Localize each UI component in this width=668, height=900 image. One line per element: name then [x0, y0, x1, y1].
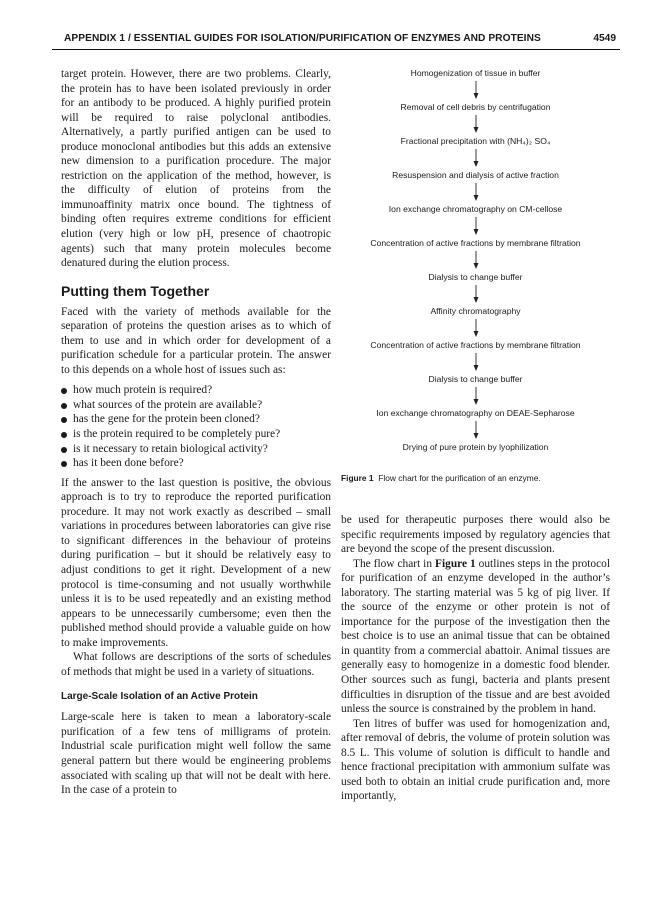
flow-step: Ion exchange chromatography on CM-cellose	[388, 204, 563, 214]
figure-reference[interactable]: Figure 1	[435, 557, 476, 570]
list-item: has it been done before?	[61, 456, 331, 471]
paragraph: be used for therapeutic purposes there would also be specific requirements imposed by regulatory agencies that are beyond the scope of the present discussion.	[341, 514, 610, 556]
right-column	[341, 513, 610, 804]
text-run: outlines steps in the protocol for purification of an enzyme developed in the author’s laboratory. The starting material was 5 kg of pig liver. If the source of the enzyme or other protein is not of importance for the purpose of the investigation then the best choice is to use an animal tissue that can be obtained in quantity from a commercial abattoir. Animal tissues are generally easy to homogenize in a domestic food blender. Other sources such as fungi, bacteria and plants present difficulties in disruption of the tissue and are best avoided unless the source is constrained by the problem in hand.	[341, 557, 611, 716]
subsection-heading: Large-Scale Isolation of an Active Protein	[61, 691, 258, 703]
section-heading: Putting them Together	[61, 282, 210, 299]
flow-step: Fractional precipitation with (NH₄)₂ SO₄	[400, 136, 551, 146]
down-arrow-icon	[473, 115, 479, 133]
flow-step: Resuspension and dialysis of active fraction	[392, 170, 559, 180]
down-arrow-icon	[473, 183, 479, 201]
flow-step: Homogenization of tissue in buffer	[410, 68, 541, 78]
header-title: APPENDIX 1 / ESSENTIAL GUIDES FOR ISOLATION/PURIFICATION OF ENZYMES AND PROTEINS	[64, 33, 541, 44]
down-arrow-icon	[473, 149, 479, 167]
flow-step: Drying of pure protein by lyophilization	[402, 442, 549, 452]
down-arrow-icon	[473, 81, 479, 99]
down-arrow-icon	[473, 387, 479, 405]
flow-step: Ion exchange chromatography on DEAE-Sepharose	[376, 408, 575, 418]
paragraph: Large-scale here is taken to mean a laboratory-scale purification of a few tens of milligrams of protein. Industrial scale purification might well follow the same general pattern but there would be engineering problems associated with scaling up that will not be dealt with here. In the case of a protein to	[61, 711, 331, 797]
text-run: The flow chart in	[353, 557, 435, 570]
down-arrow-icon	[473, 285, 479, 303]
flow-step: Concentration of active fractions by membrane filtration	[370, 340, 581, 350]
flow-step: Affinity chromatography	[430, 306, 521, 316]
down-arrow-icon	[473, 251, 479, 269]
list-item: how much protein is required?	[61, 383, 331, 398]
list-item: is it necessary to retain biological activity?	[61, 442, 331, 457]
down-arrow-icon	[473, 319, 479, 337]
list-item: has the gene for the protein been cloned?	[61, 412, 331, 427]
list-item: what sources of the protein are available?	[61, 398, 331, 413]
figure-label: Figure 1	[341, 473, 374, 483]
flow-step: Dialysis to change buffer	[428, 272, 523, 282]
down-arrow-icon	[473, 217, 479, 235]
bullet-list	[61, 383, 331, 470]
flow-step: Dialysis to change buffer	[428, 374, 523, 384]
page-number: 4549	[593, 33, 616, 44]
paragraph: target protein. However, there are two problems. Clearly, the protein has to have been isolated previously in order for an antibody to be produced. A highly purified protein will be required to raise polyclonal antibodies. Alternatively, a partly purified antigen can be used to produce monoclonal antibodies but this adds an extensive new dimension to a purification procedure. The major restriction on the application of the method, however, is the difficulty of elution of proteins from the immunoaffinity matrix once bound. The tightness of binding often requires extreme conditions for efficient elution (very high or low pH, presence of chaotropic agents) such that many protein molecules become denatured during the elution process.	[61, 68, 331, 270]
figure-caption	[341, 473, 541, 483]
caption-text: Flow chart for the purification of an enzyme.	[378, 473, 541, 483]
paragraph: What follows are descriptions of the sorts of schedules of methods that might be used in a variety of situations.	[61, 651, 331, 678]
paragraph	[341, 557, 610, 717]
flow-step: Removal of cell debris by centrifugation	[400, 102, 551, 112]
left-column	[61, 67, 331, 798]
down-arrow-icon	[473, 353, 479, 371]
down-arrow-icon	[473, 421, 479, 439]
paragraph: Faced with the variety of methods available for the separation of proteins the question arises as to which of them to use and in which order for development of a purification schedule for a particular protein. The answer to this depends on a whole host of issues such as:	[61, 305, 331, 376]
paragraph: Ten litres of buffer was used for homogenization and, after removal of debris, the volume of protein solution was 8.5 L. This volume of solution is difficult to handle and hence fractional precipitation with ammonium sulfate was used both to obtain an initial crude purification and, more importantly,	[341, 717, 610, 803]
running-header	[52, 33, 620, 50]
flow-step: Concentration of active fractions by membrane filtration	[370, 238, 581, 248]
list-item: is the protein required to be completely pure?	[61, 427, 331, 442]
paragraph: If the answer to the last question is positive, the obvious approach is to try to reproduce the reported purification procedure. It may not work exactly as described – small variations in procedures between laboratories can give rise to significant differences in the behaviour of proteins during purification – but it should be relatively easy to adjust conditions to get it right. Development of a new protocol is time-consuming and not usually worthwhile unless it is to be used repeatedly and an existing method appears to be unnecessarily cumbersome; even then the published method should provide a valuable guide on how to make improvements.	[61, 476, 331, 649]
